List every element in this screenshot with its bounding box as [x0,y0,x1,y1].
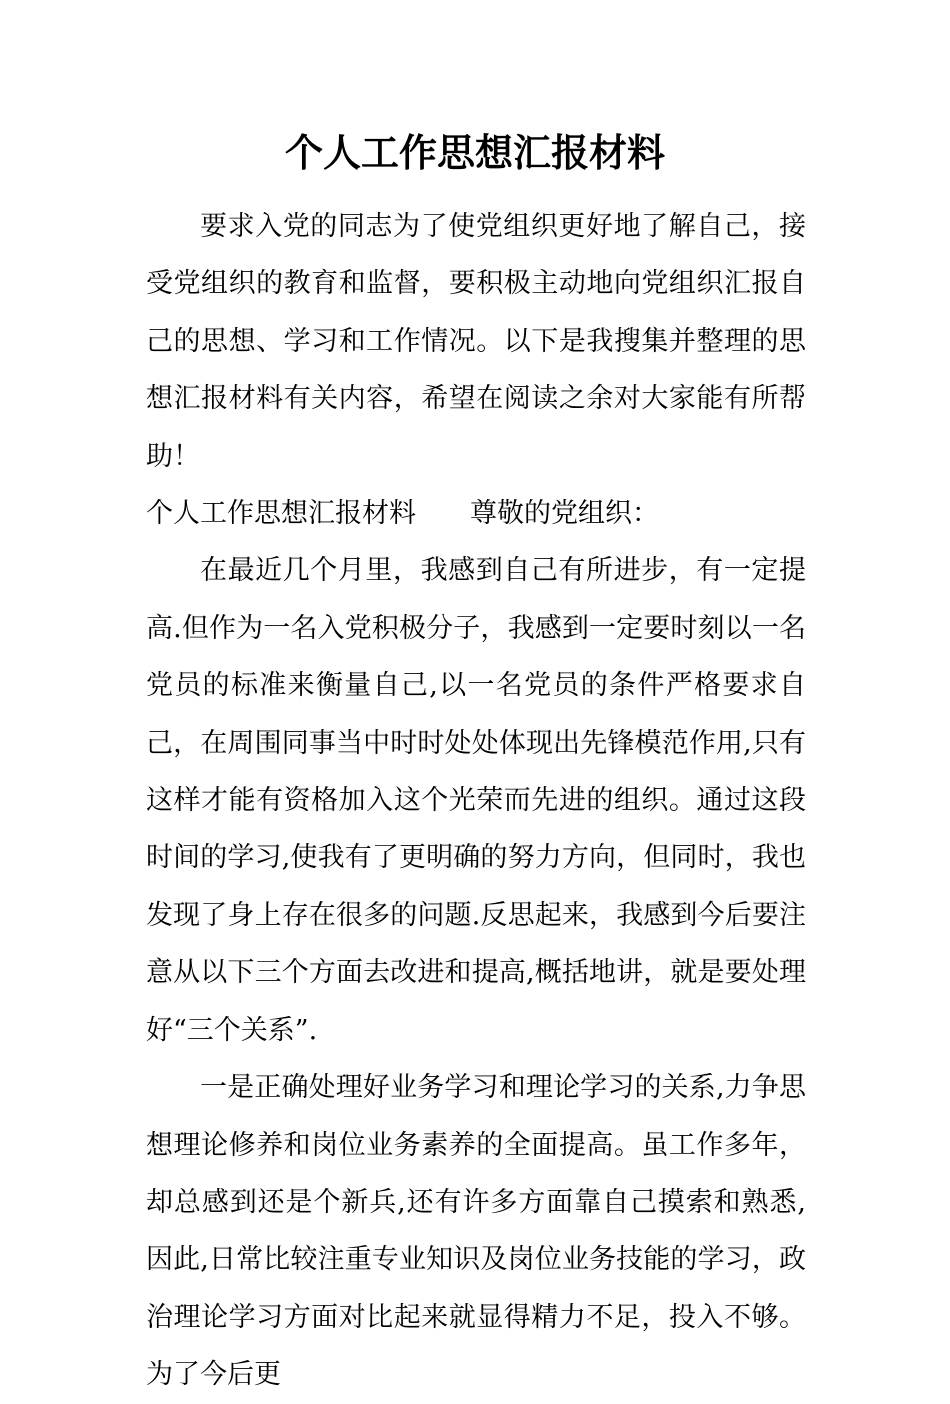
body-paragraph-1: 在最近几个月里，我感到自己有所进步，有一定提高.但作为一名入党积极分子，我感到一定要时刻以一名党员的标准来衡量自己,以一名党员的条件严格要求自己，在周围同事当中时时处处体现出先锋模范作用,只有这样才能有资格加入这个光荣而先进的组织。通过这段时间的学习,使我有了更明确的努力方向，但同时，我也发现了身上存在很多的问题.反思起来，我感到今后要注意从以下三个方面去改进和提高,概括地讲，就是要处理好“三个关系”. [146,555,806,1046]
section-heading-line [146,485,806,542]
page-title: 个人工作思想汇报材料 [284,130,665,175]
document-body [146,198,806,1404]
intro-paragraph: 要求入党的同志为了使党组织更好地了解自己，接受党组织的教育和监督，要积极主动地向党组织汇报自己的思想、学习和工作情况。以下是我搜集并整理的思想汇报材料有关内容，希望在阅读之余对大家能有所帮助！ [146,211,806,472]
salutation: 尊敬的党组织： [470,498,659,530]
body-paragraph-2: 一是正确处理好业务学习和理论学习的关系,力争思想理论修养和岗位业务素养的全面提高。虽工作多年，却总感到还是个新兵,还有许多方面靠自己摸索和熟悉,因此,日常比较注重专业知识及岗位业务技能的学习，政治理论学习方面对比起来就显得精力不足，投入不够。为了今后更 [146,1072,806,1391]
section-title: 个人工作思想汇报材料 [146,498,416,530]
